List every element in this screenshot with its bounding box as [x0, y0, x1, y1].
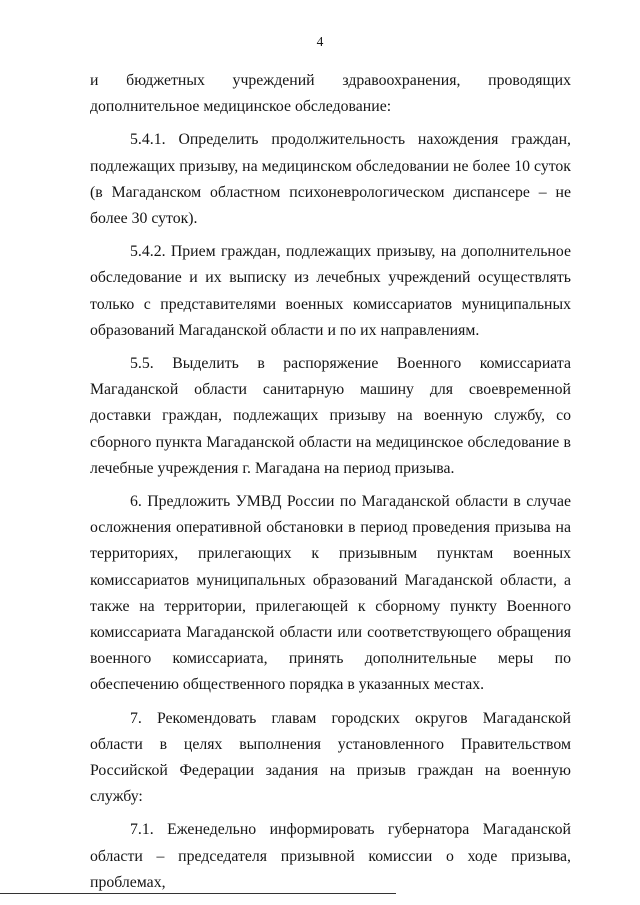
- document-body: [90, 68, 571, 896]
- paragraph-7-1: 7.1. Еженедельно информировать губернатора Магаданской области – председателя призывной комиссии о ходе призыва, проблемах,: [90, 821, 571, 891]
- paragraph-5-4-1: 5.4.1. Определить продолжительность нахождения граждан, подлежащих призыву, на медицинском обследовании не более 10 суток (в Магаданском областном психоневрологическом диспансере – не более 30 суток).: [90, 131, 571, 228]
- page-number: 4: [316, 34, 324, 49]
- paragraph-5-5: 5.5. Выделить в распоряжение Военного комиссариата Магаданской области санитарную машину для своевременной доставки граждан, подлежащих призыву на военную службу, со сборного пункта Магаданской области на медицинское обследование в лечебные учреждения г. Магадана на период призыва.: [90, 355, 571, 477]
- footer-rule: [0, 893, 396, 894]
- paragraph-5-4-2: 5.4.2. Прием граждан, подлежащих призыву, на дополнительное обследование и их выписку из лечебных учреждений осуществлять только с представителями военных комиссариатов муниципальных образований Магаданской области и по их направлениям.: [90, 243, 571, 339]
- paragraph-7: 7. Рекомендовать главам городских округов Магаданской области в целях выполнения установленного Правительством Российской Федерации задания на призыв граждан на военную службу:: [90, 709, 571, 806]
- paragraph-6: 6. Предложить УМВД России по Магаданской области в случае осложнения оперативной обстановки в период проведения призыва на территориях, прилегающих к призывным пунктам военных комиссариатов муниципальных образований Магаданской области, а также на территории, прилегающей к сборному пункту Военного комиссариата Магаданской области или соответствующего обращения военного комиссариата, принять дополнительные меры по обеспечению общественного порядка в указанных местах.: [90, 493, 571, 694]
- paragraph-continuation: и бюджетных учреждений здравоохранения, проводящих дополнительное медицинское обследование:: [90, 72, 571, 116]
